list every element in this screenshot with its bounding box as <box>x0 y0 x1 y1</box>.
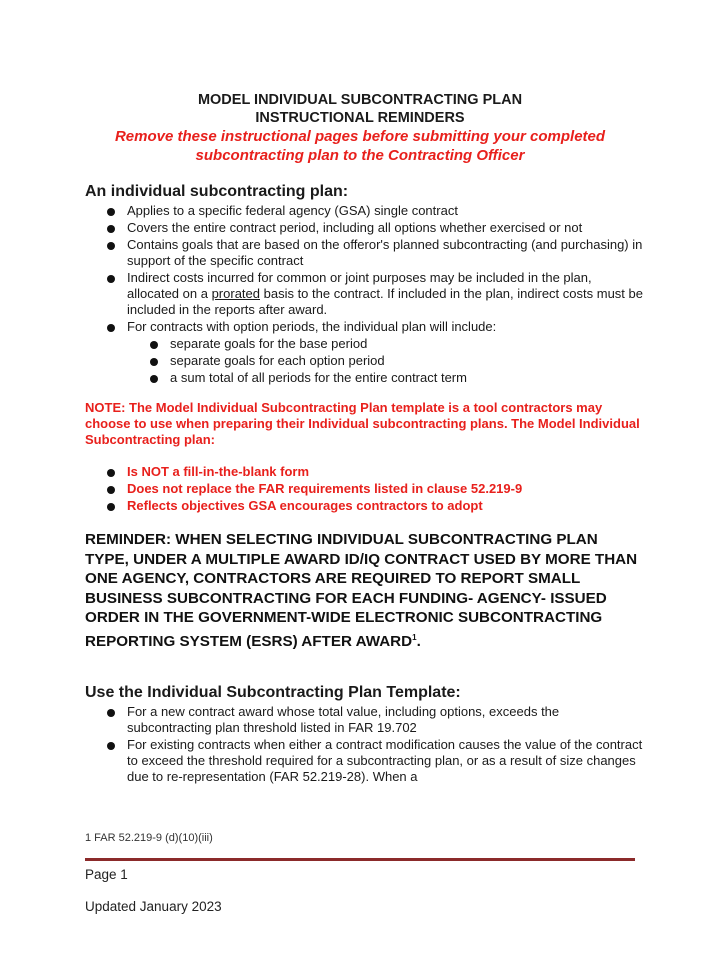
list-item: For contracts with option periods, the individual plan will include: <box>127 319 647 335</box>
note-list <box>127 464 647 515</box>
page-number: Page 1 <box>85 867 128 882</box>
use-template-list <box>127 704 647 786</box>
underlined-term: prorated <box>211 286 260 301</box>
list-item: For a new contract award whose total value, including options, exceeds the subcontracting plan threshold listed in FAR 19.702 <box>127 704 647 736</box>
bullet-icon <box>107 503 115 511</box>
list-item: Contains goals that are based on the offeror's planned subcontracting (and purchasing) in support of the specific contract <box>127 237 647 269</box>
document-title: MODEL INDIVIDUAL SUBCONTRACTING PLAN <box>197 92 523 108</box>
bullet-icon <box>107 709 115 717</box>
bullet-icon <box>107 242 115 250</box>
list-item: For existing contracts when either a contract modification causes the value of the contract to exceed the threshold required for a subcontracting plan, or as a result of size changes due to re-representation (FAR 52.219-28). When a <box>127 737 647 785</box>
document-subtitle: INSTRUCTIONAL REMINDERS <box>255 110 465 126</box>
section-heading-use-template: Use the Individual Subcontracting Plan Template: <box>85 684 461 701</box>
updated-date: Updated January 2023 <box>85 899 222 914</box>
footer-divider <box>85 858 635 861</box>
footnote-mark: 1 <box>412 632 417 642</box>
list-item: Is NOT a fill-in-the-blank form <box>127 464 647 480</box>
bullet-icon <box>150 375 158 383</box>
list-item: Covers the entire contract period, including all options whether exercised or not <box>127 220 647 236</box>
individual-plan-list <box>127 203 647 336</box>
list-item: Does not replace the FAR requirements listed in clause 52.219-9 <box>127 481 647 497</box>
bullet-icon <box>107 469 115 477</box>
footnote: 1 FAR 52.219-9 (d)(10)(iii) <box>85 832 213 844</box>
list-item: Applies to a specific federal agency (GSA) single contract <box>127 203 647 219</box>
list-item: separate goals for each option period <box>170 353 640 369</box>
list-item: Indirect costs incurred for common or joint purposes may be included in the plan, allocated on a prorated basis to the contract. If included in the plan, indirect costs must be included in the reports after award. <box>127 270 647 318</box>
bullet-icon <box>107 486 115 494</box>
bullet-icon <box>107 275 115 283</box>
reminder-paragraph: REMINDER: WHEN SELECTING INDIVIDUAL SUBCONTRACTING PLAN TYPE, UNDER A MULTIPLE AWARD ID/IQ CONTRACT USED BY MORE THAN ONE AGENCY, CONTRACTORS ARE REQUIRED TO REPORT SMALL BUSINESS SUBCONTRACTING FOR EACH FUNDING- AGENCY- ISSUED ORDER IN THE GOVERNMENT-WIDE ELECTRONIC SUBCONTRACTING REPORTING SYSTEM (ESRS) AFTER AWARD$^1$. <box>85 531 638 651</box>
note-paragraph: NOTE: The Model Individual Subcontracting Plan template is a tool contractors may choose to use when preparing their Individual subcontracting plans. The Model Individual Subcontracting plan: <box>85 400 640 447</box>
option-periods-sublist <box>170 336 640 387</box>
list-item: separate goals for the base period <box>170 336 640 352</box>
section-heading-individual-plan: An individual subcontracting plan: <box>85 183 349 200</box>
bullet-icon <box>150 358 158 366</box>
bullet-icon <box>107 742 115 750</box>
removal-warning-line1: Remove these instructional pages before submitting your completed <box>114 128 606 145</box>
bullet-icon <box>107 225 115 233</box>
bullet-icon <box>150 341 158 349</box>
list-item: a sum total of all periods for the entire contract term <box>170 370 640 386</box>
list-item: Reflects objectives GSA encourages contractors to adopt <box>127 498 647 514</box>
bullet-icon <box>107 324 115 332</box>
bullet-icon <box>107 208 115 216</box>
removal-warning-line2: subcontracting plan to the Contracting Officer <box>195 147 525 164</box>
